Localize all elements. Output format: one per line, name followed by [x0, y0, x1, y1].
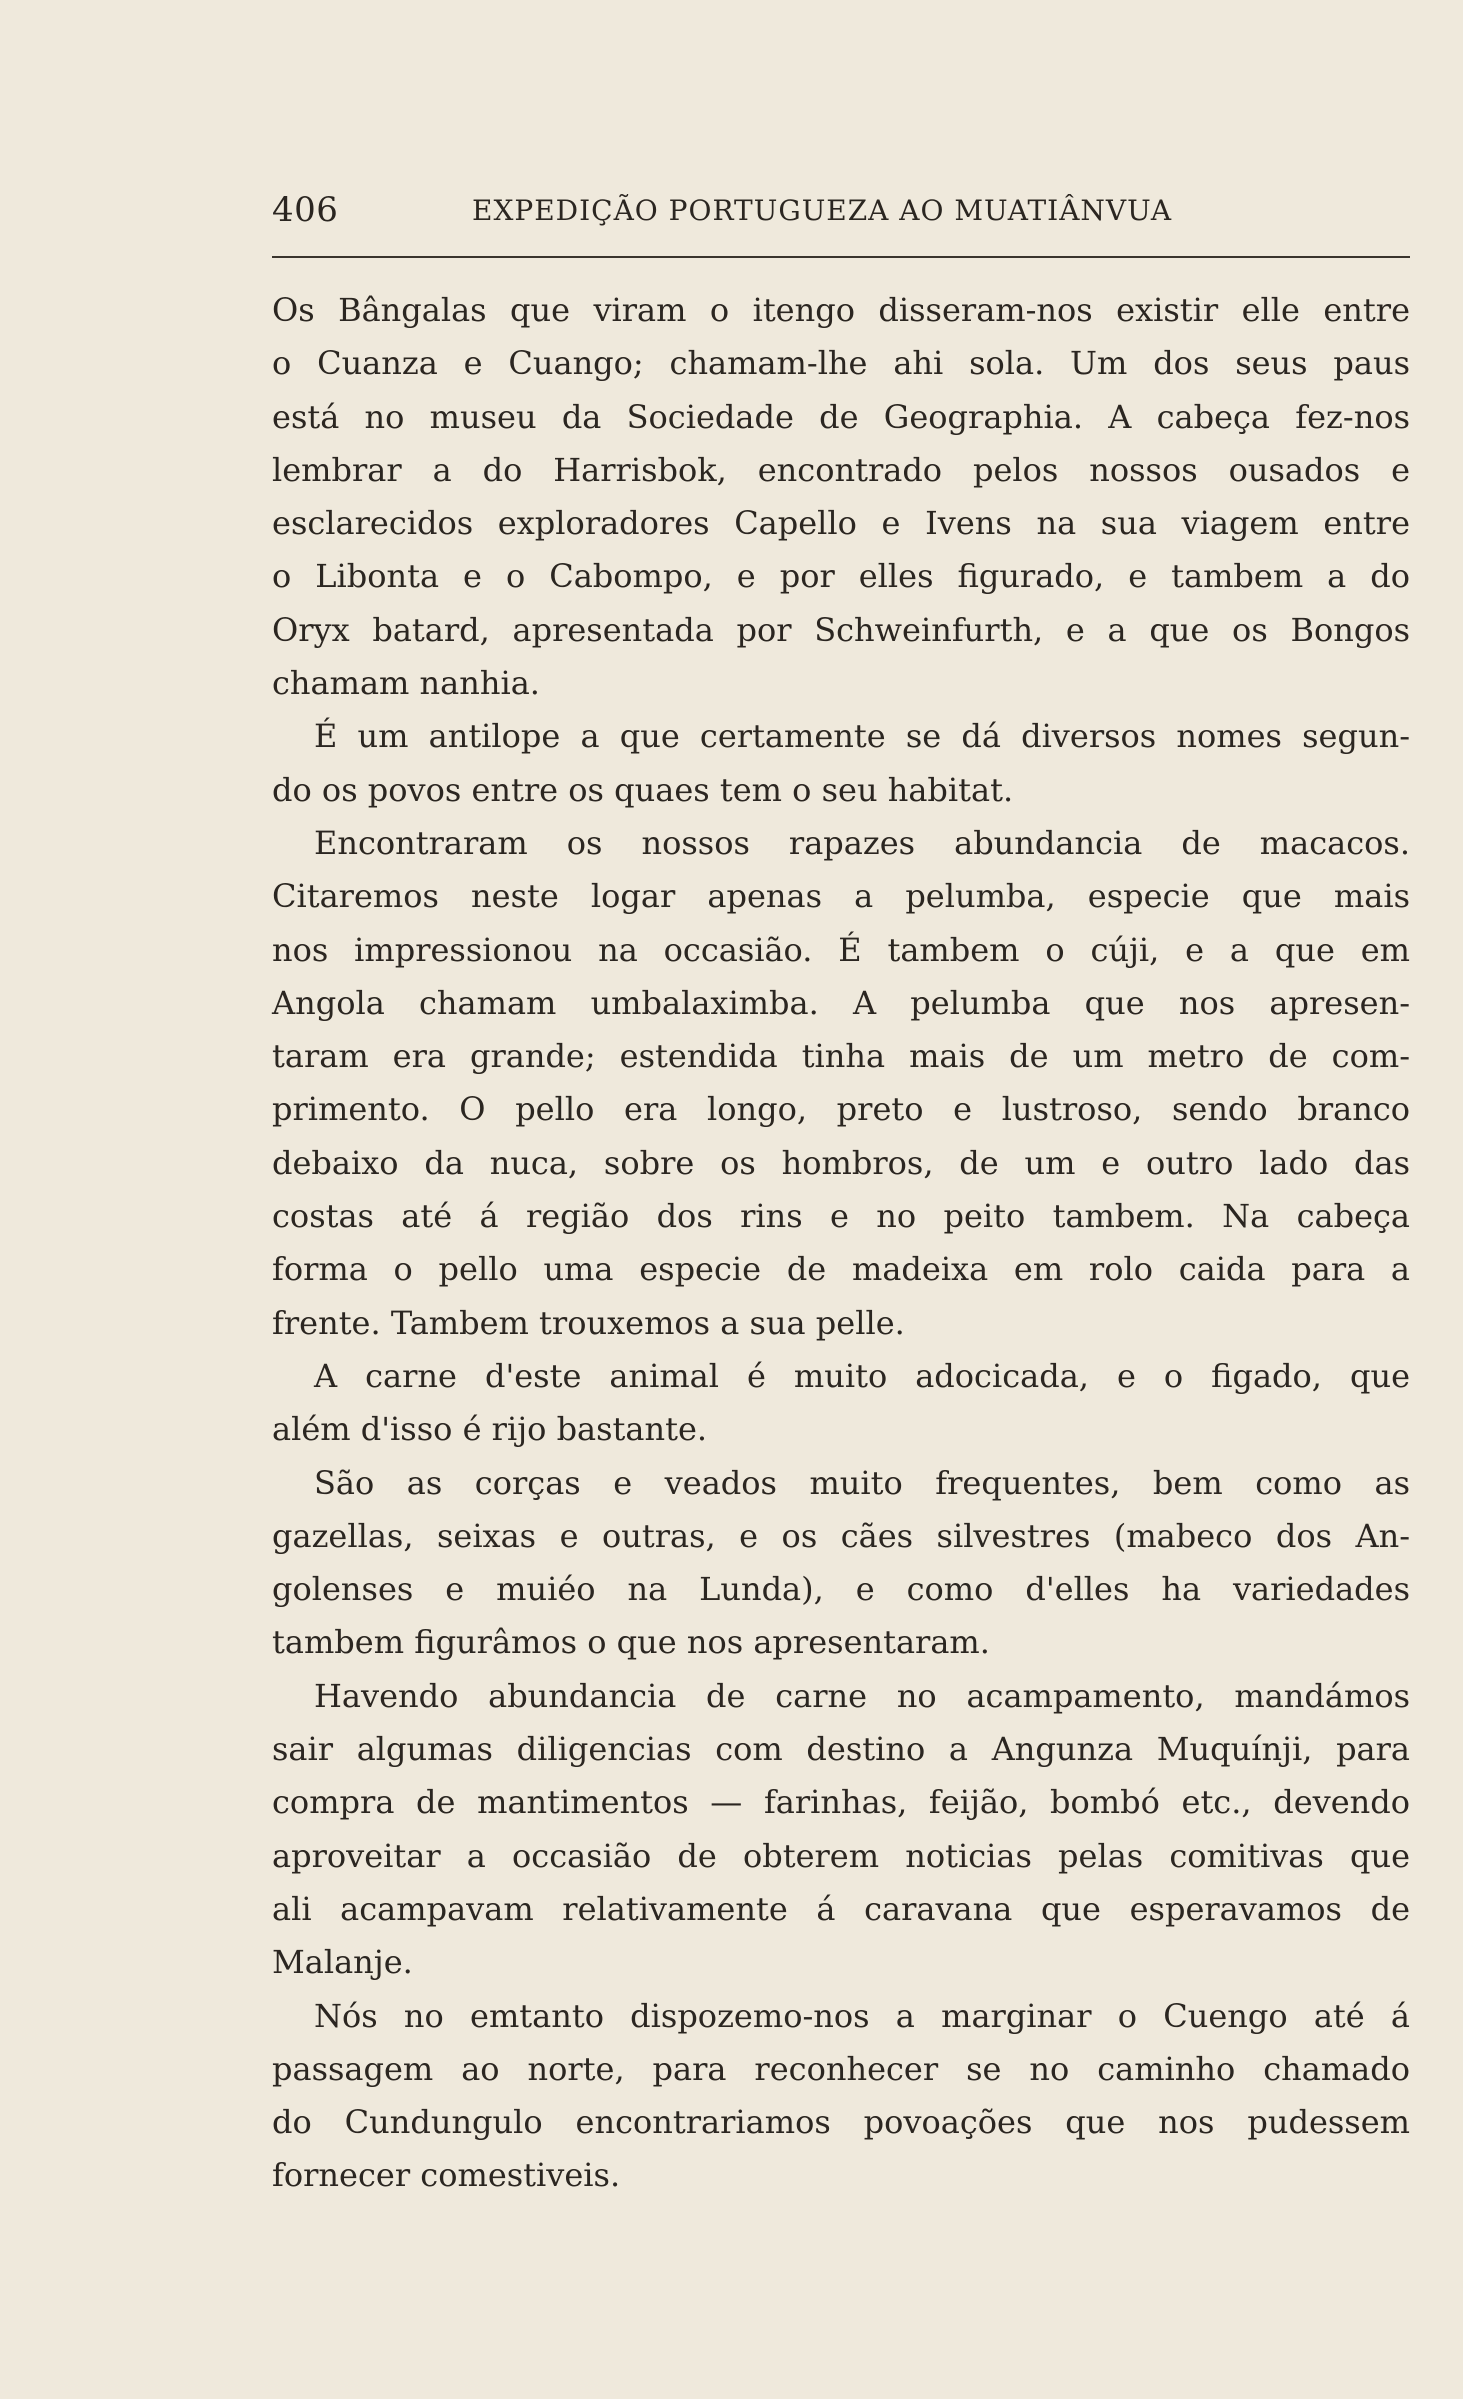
text-line: tambem figurâmos o que nos apresentaram. [272, 1623, 990, 1662]
text-line: ali acampavam relativamente á caravana que esperavamos de [272, 1889, 1410, 1928]
text-line: do Cundungulo encontrariamos povoações que nos pudessem [272, 2103, 1410, 2142]
text-line: esclarecidos exploradores Capello e Ivens na sua viagem entre [272, 504, 1410, 543]
body-text [272, 284, 1410, 2203]
text-line: forma o pello uma especie de madeixa em rolo caida para a [272, 1250, 1410, 1289]
text-line: Os Bângalas que viram o itengo disseram-nos existir elle entre [272, 291, 1410, 329]
text-line: Nós no emtanto dispozemo-nos a marginar o Cuengo até á [314, 1996, 1410, 2035]
text-line: nos impressionou na occasião. É tambem o cúji, e a que em [272, 930, 1410, 969]
text-line: o Libonta e o Cabompo, e por elles figurado, e tambem a do [272, 557, 1410, 596]
text-line: golenses e muiéo na Lunda), e como d'elles ha variedades [272, 1570, 1410, 1609]
text-line: taram era grande; estendida tinha mais de um metro de com- [272, 1037, 1410, 1076]
text-line: lembrar a do Harrisbok, encontrado pelos nossos ousados e [272, 450, 1410, 489]
text-line: passagem ao norte, para reconhecer se no caminho chamado [272, 2049, 1410, 2088]
text-line: Citaremos neste logar apenas a pelumba, especie que mais [272, 877, 1410, 916]
text-line: chamam nanhia. [272, 664, 540, 703]
text-line: além d'isso é rijo bastante. [272, 1410, 708, 1449]
text-line: É um antilope a que certamente se dá diversos nomes segun- [314, 717, 1410, 756]
text-line: debaixo da nuca, sobre os hombros, de um e outro lado das [272, 1143, 1410, 1182]
text-line: do os povos entre os quaes tem o seu habitat. [272, 770, 1014, 809]
header-rule [272, 256, 1410, 258]
text-line: costas até á região dos rins e no peito tambem. Na cabeça [272, 1197, 1410, 1236]
text-line: Oryx batard, apresentada por Schweinfurth, e a que os Bongos [272, 610, 1410, 649]
page-header [272, 190, 1410, 240]
text-line: o Cuanza e Cuango; chamam-lhe ahi sola. Um dos seus paus [272, 344, 1410, 383]
text-line: Malanje. [272, 1943, 413, 1982]
text-line: A carne d'este animal é muito adocicada, e o figado, que [314, 1356, 1410, 1395]
text-line: Havendo abundancia de carne no acampamento, mandámos [314, 1676, 1410, 1715]
text-line: fornecer comestiveis. [272, 2156, 621, 2195]
text-line: Angola chamam umbalaximba. A pelumba que nos apresen- [272, 983, 1410, 1022]
page-number: 406 [272, 190, 339, 230]
text-line: está no museu da Sociedade de Geographia. A cabeça fez-nos [272, 397, 1410, 436]
text-line: frente. Tambem trouxemos a sua pelle. [272, 1303, 905, 1342]
text-line: compra de mantimentos — farinhas, feijão, bombó etc., devendo [272, 1783, 1410, 1822]
text-line: aproveitar a occasião de obterem noticias pelas comitivas que [272, 1836, 1410, 1875]
text-line: gazellas, seixas e outras, e os cães silvestres (mabeco dos An- [272, 1516, 1410, 1555]
text-line: São as corças e veados muito frequentes, bem como as [314, 1463, 1410, 1502]
text-line: sair algumas diligencias com destino a Angunza Muquínji, para [272, 1730, 1410, 1769]
text-line: Encontraram os nossos rapazes abundancia de macacos. [314, 823, 1410, 862]
running-title: EXPEDIÇÃO PORTUGUEZA AO MUATIÂNVUA [472, 194, 1173, 227]
text-line: primento. O pello era longo, preto e lustroso, sendo branco [272, 1090, 1410, 1129]
